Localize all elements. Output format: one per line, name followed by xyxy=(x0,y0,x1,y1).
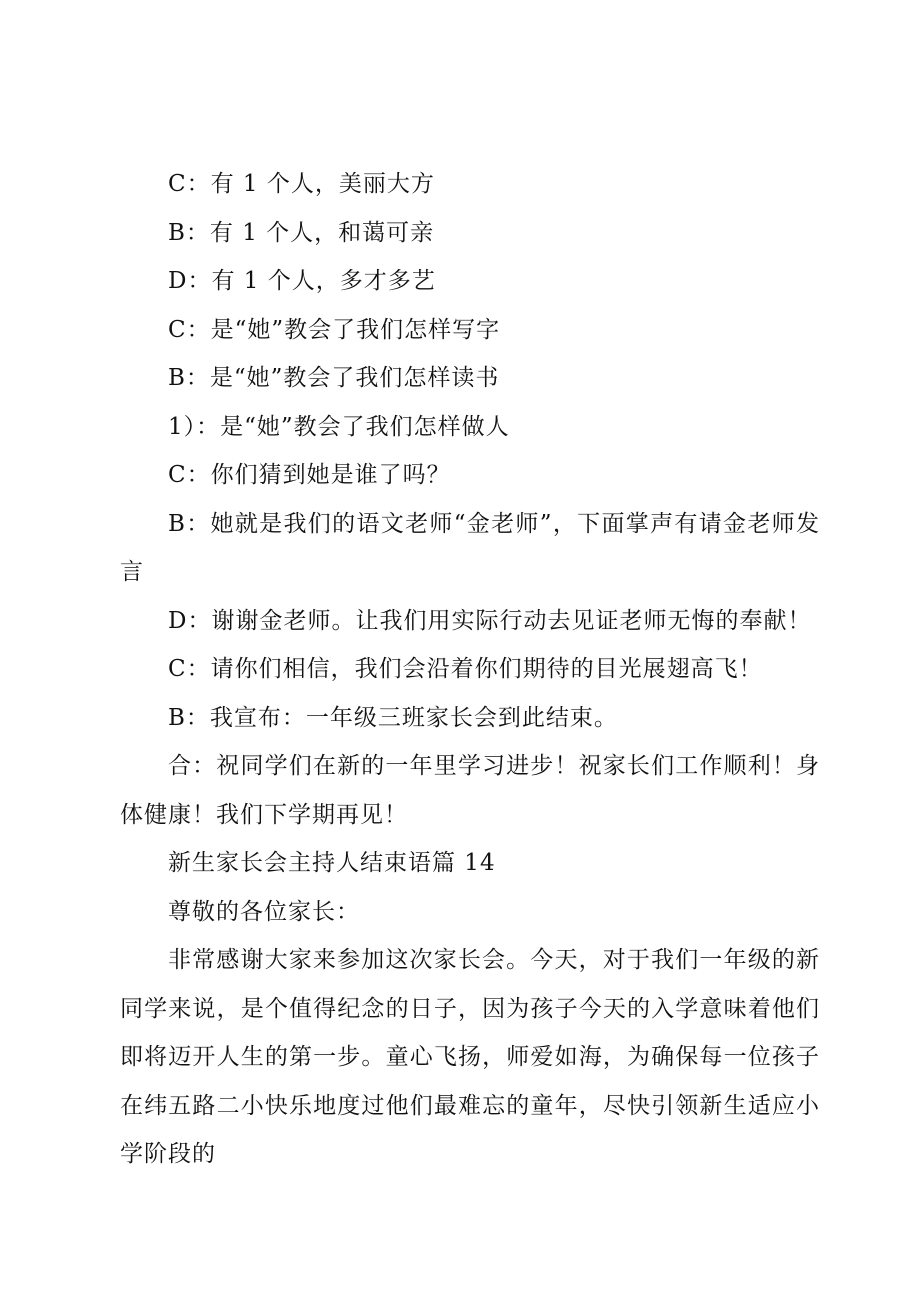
dialogue-line-c-4: C：请你们相信，我们会沿着你们期待的目光展翅高飞！ xyxy=(168,656,763,682)
dialogue-line-b-2: B：是“她”教会了我们怎样读书 xyxy=(168,365,500,391)
dialogue-line-c-1: C：有 1 个人，美丽大方 xyxy=(168,171,435,197)
salutation: 尊敬的各位家长： xyxy=(168,898,360,925)
section-heading: 新生家长会主持人结束语篇 14 xyxy=(168,850,496,876)
dialogue-line-d-2: 1）：是“她”教会了我们怎样做人 xyxy=(168,413,510,440)
dialogue-line-all: 合：祝同学们在新的一年里学习进步！祝家长们工作顺利！身体健康！我们下学期再见！ xyxy=(120,753,820,828)
dialogue-line-b-1: B：有 1 个人，和蔼可亲 xyxy=(168,219,435,246)
dialogue-line-d-1: D：有 1 个人，多才多艺 xyxy=(168,268,436,294)
dialogue-line-b-3: B：她就是我们的语文老师“金老师”，下面掌声有请金老师发言 xyxy=(120,510,820,585)
dialogue-line-d-3: D：谢谢金老师。让我们用实际行动去见证老师无悔的奉献！ xyxy=(168,607,812,634)
body-paragraph: 非常感谢大家来参加这次家长会。今天，对于我们一年级的新同学来说，是个值得纪念的日子，因为孩子今天的入学意味着他们即将迈开人生的第一步。童心飞扬，师爱如海，为确保每一位孩子在纬五路二小快乐地度过他们最难忘的童年，尽快引领新生适应小学阶段的 xyxy=(120,947,820,1167)
dialogue-line-b-4: B：我宣布：一年级三班家长会到此结束。 xyxy=(168,704,618,731)
document-body xyxy=(120,160,820,1179)
dialogue-line-c-2: C：是“她”教会了我们怎样写字 xyxy=(168,316,501,343)
dialogue-line-c-3: C：你们猜到她是谁了吗？ xyxy=(168,462,451,488)
